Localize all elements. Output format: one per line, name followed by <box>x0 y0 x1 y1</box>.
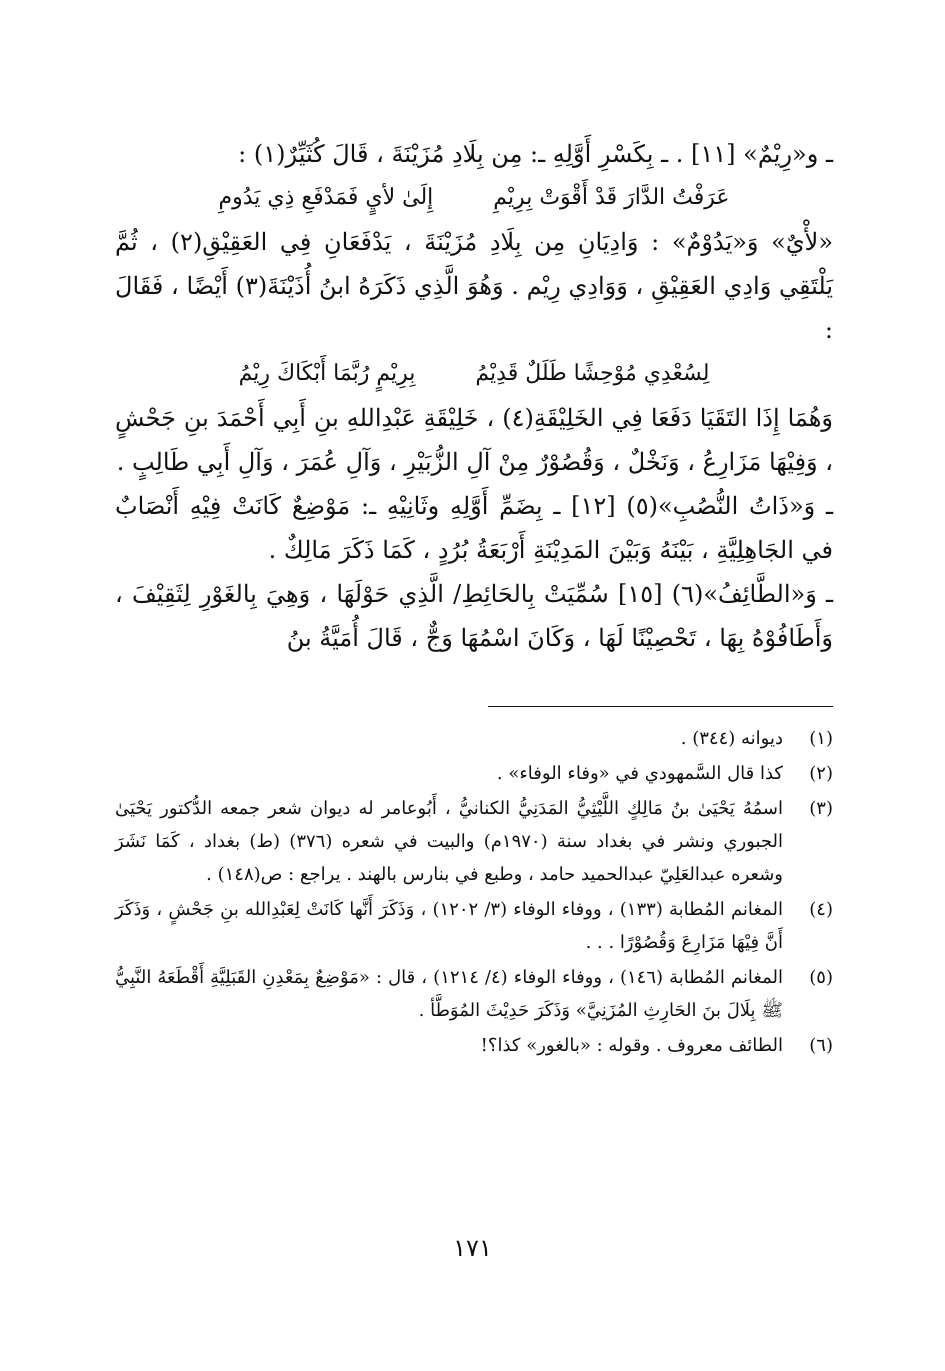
verse-1-first-hemistich: عَرَفْتُ الدَّارَ قَدْ أَقْوَتْ بِرِيْمِ <box>493 185 730 210</box>
page-number: ١٧١ <box>453 1234 492 1262</box>
footnote-text: المغانم المُطابة (١٣٣) ، ووفاء الوفاء (٣/ ١٢٠٢) ، وَذَكَرَ أَنَّها كَانَتْ لِعَبْدِالله بنِ جَحْشٍ ، وَذَكَرَ أَنَّ فِيْهَا مَزَارِعَ وَقُصُوْرًا . . . <box>115 899 783 953</box>
paragraph-reem: ـ و«رِيْمٌ» [١١] . ـ بِكَسْرِ أَوَّلِهِ ـ: مِن بِلَادِ مُزَيْنَةَ ، قَالَ كُثَيِّرٌ(١) : <box>238 140 833 168</box>
footnote-text: اسمُهُ يَحْيَىٰ بنُ مَالِكٍ اللَّيْثِيُّ المَدَنِيُّ الكنانيُّ ، أَبُوعامر له ديوان شعر جمعه الدُّكتور يَحْيَىٰ الجبوري ونشر في بغداد سنة (١٩٧٠م) والبيت في شعره (٣٧٦) (ط) بغداد ، كَمَا نَشَرَ وشعره عبدالعَلِيّ عبدالحميد حامد ، وطبع في بنارس بالهند . يراجع : ص(١٤٨) . <box>115 798 784 885</box>
footnote-text: الطائف معروف . وقوله : «بالغور» كذا؟! <box>480 1035 783 1056</box>
paragraph-dhat-alnusub: ـ وَ«ذَاتُ النُّصُبِ»(٥) [١٢] ـ بِضَمِّ أَوَّلِهِ وثَانِيْهِ ـ: مَوْضِعٌ كَانَتْ فِيْهِ أَنْصَابٌ في الجَاهِلِيَّةِ ، بَيْنَهُ وَبَيْنَ المَدِيْنَةِ أَرْبَعَةُ بُرُدٍ ، كَمَا ذَكَرَ مَالِكٌ . <box>115 492 833 564</box>
verse-1-second-hemistich: إِلَىٰ لأيٍ فَمَدْفَعِ ذِي يَدُومِ <box>218 185 434 210</box>
footnote-number: (٣) <box>809 798 833 819</box>
footnote-number: (٢) <box>809 763 833 784</box>
verse-2-first-hemistich: لِسُعْدِي مُوْحِشًا طَلَلٌ قَدِيْمُ <box>475 361 710 386</box>
footnote <box>115 1029 833 1062</box>
footnote-text: ديوانه (٣٤٤) . <box>680 728 783 749</box>
footnote-number: (٦) <box>809 1035 833 1056</box>
verse-1 <box>115 176 833 220</box>
footnote-number: (٤) <box>809 899 833 920</box>
paragraph-khaliqa: وَهُمَا إِذَا التَقَيَا دَفَعَا فِي الخَلِيْقَةِ(٤) ، خَلِيْقَةِ عَبْدِاللهِ بنِ أَبِي أَحْمَدَ بنِ جَحْشٍ ، وَفِيْهَا مَزَارِعُ ، وَنَخْلٌ ، وَقُصُوْرٌ مِنْ آلِ الزُّبَيْرِ ، وَآلِ عُمَرَ ، وَآلِ أَبِي طَالِبٍ . <box>115 404 834 476</box>
footnote <box>115 961 833 1027</box>
footnote <box>115 722 833 755</box>
footnote <box>115 757 833 790</box>
main-text <box>115 132 833 660</box>
verse-2-second-hemistich: بِرِيْمٍ رُبَّمَا أَبْكَاكَ رِيْمُ <box>238 361 416 386</box>
verse-2 <box>115 352 833 396</box>
footnote-separator <box>488 706 833 707</box>
footnote-number: (٥) <box>809 967 833 988</box>
footnote <box>115 792 833 891</box>
paragraph-taif: ـ وَ«الطَّائِفُ»(٦) [١٥] سُمِّيَتْ بِالحَائِطِ/ الَّذِي حَوْلَهَا ، وَهِيَ بِالغَوْرِ لِثَقِيْفَ ، وَأَطَافُوْهُ بِهَا ، تَحْصِيْنًا لَهَا ، وَكَانَ اسْمُهَا وَجٌّ ، قَالَ أُمَيَّةُ بنُ <box>115 580 834 652</box>
footnote-text: المغانم المُطابة (١٤٦) ، ووفاء الوفاء (٤/ ١٢١٤) ، قال : «مَوْضِعٌ بِمَعْدِنِ القَبَلِيَّةِ أَقْطَعَهُ النَّبِيُّ ﷺ بِلَالَ بنَ الحَارِثِ المُزَنِيَّ» وَذَكَرَ حَدِيْثَ المُوَطَّأ . <box>115 967 783 1021</box>
footnote-text: كذا قال السَّمهودي في «وفاء الوفاء» . <box>496 763 783 784</box>
paragraph-lay-yadum: «لأْيٌ» وَ«يَدُوْمٌ» : وَادِيَانِ مِن بِلَادِ مُزَيْنَةَ ، يَدْفَعَانِ فِي العَقِيْقِ(٢) ، ثُمَّ يَلْتَقِي وَادِي العَقِيْقِ ، وَوَادِي رِيْم . وَهُوَ الَّذِي ذَكَرَهُ ابنُ أُذَيْنَةَ(٣) أَيْضًا ، فَقَالَ : <box>115 228 833 344</box>
footnotes <box>115 722 833 1064</box>
footnote <box>115 893 833 959</box>
footnote-number: (١) <box>809 728 833 749</box>
